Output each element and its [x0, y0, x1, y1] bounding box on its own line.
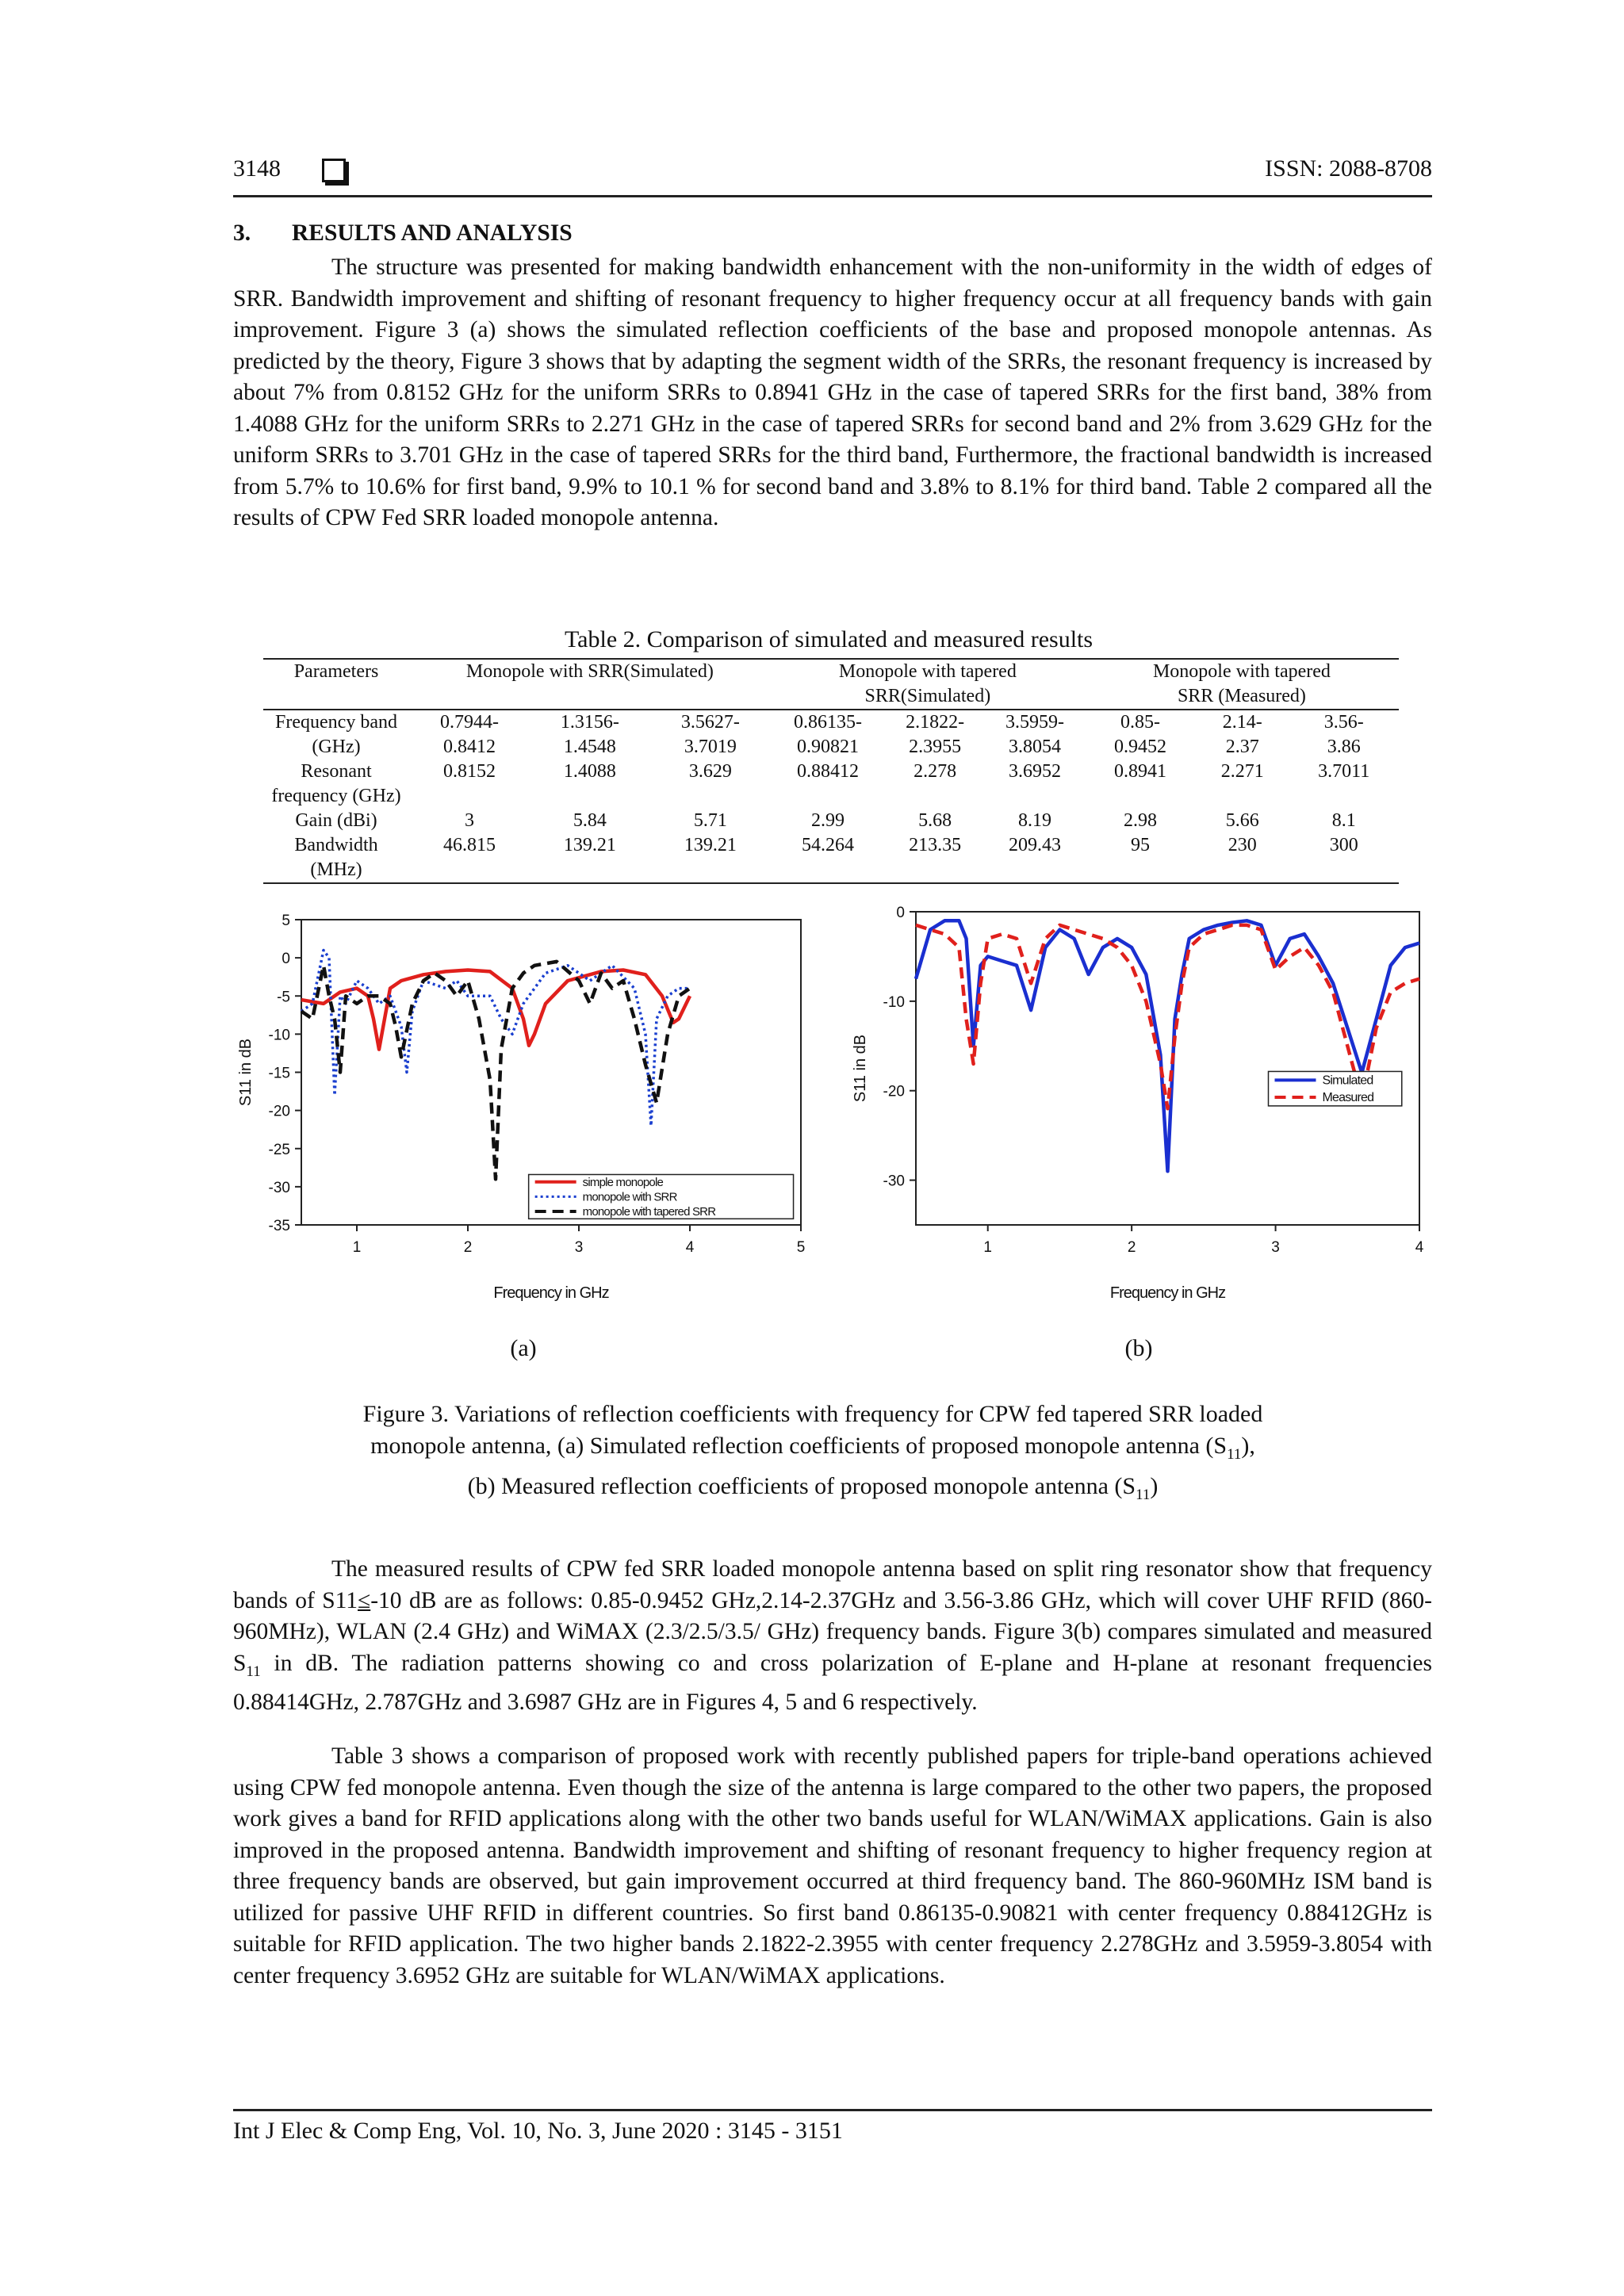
table-row [263, 710, 1399, 760]
section-number: 3. [233, 220, 251, 246]
table-cell: Gain (dBi) [295, 810, 377, 831]
y-tick-label: 5 [282, 913, 290, 929]
table-cell: 0.7944- 0.8412 [439, 712, 499, 757]
y-axis-label: S11 in dB [238, 1038, 255, 1107]
table-cell: Resonant frequency (GHz) [271, 761, 401, 806]
table-cell: 0.88412 [797, 761, 859, 782]
table-cell: 8.1 [1331, 810, 1356, 831]
y-tick-label: -10 [883, 993, 905, 1011]
x-tick-label: 1 [983, 1239, 993, 1256]
table-caption: Table 2. Comparison of simulated and measured results [564, 626, 1094, 652]
x-tick-label: 2 [1127, 1239, 1136, 1256]
table-cell: 2.278 [914, 761, 957, 782]
table-cell: 5.66 [1225, 810, 1259, 831]
x-axis-label: Frequency in GHz [493, 1284, 609, 1302]
y-tick-label: -30 [268, 1179, 290, 1196]
comparison-paragraph: Table 3 shows a comparison of proposed work with recently published papers for triple-band operations achieved using CPW fed monopole antenna. Even though the size of the antenna is large compared to the other two papers, the proposed work gives a band for RFID applications along with the other two bands useful for WLAN/WiMAX applications. Gain is also improved in the proposed antenna. Bandwidth improvement and shifting of resonant frequency to higher frequency region at three frequency bands are observed, but gain improvement occurred at third frequency band. The 860-960MHz ISM band is utilized for passive UHF RFID in different countries. So first band 0.86135-0.90821 with center frequency 0.88412GHz is suitable for RFID application. The two higher bands 2.1822-2.3955 with center frequency 2.278GHz and 3.5959-3.8054 with center frequency 3.6952 GHz are suitable for WLAN/WiMAX applications. [233, 1743, 1432, 1988]
y-tick-label: -35 [268, 1218, 290, 1234]
page-header [233, 155, 1432, 197]
x-tick-label: 3 [1271, 1239, 1280, 1256]
table-cell: 3.7011 [1318, 761, 1370, 782]
y-tick-label: -15 [268, 1065, 290, 1082]
table-cell: 230 [1196, 833, 1289, 883]
page-number: 3148 [233, 155, 281, 182]
table-cell: 5.84 [573, 810, 607, 831]
table-cell: 2.1822- 2.3955 [906, 712, 965, 757]
x-tick-label: 1 [352, 1239, 362, 1256]
table-row [263, 760, 1399, 809]
section-title: RESULTS AND ANALYSIS [292, 220, 573, 246]
table-cell: 1.3156- 1.4548 [560, 712, 619, 757]
table-cell: 139.21 [650, 833, 771, 883]
table-cell: 3.629 [688, 761, 732, 782]
table-cell: 0.8941 [1113, 761, 1166, 782]
chart-3b [841, 892, 1443, 1320]
legend-label-1: simple monopole [582, 1175, 664, 1189]
table-cell: 0.8152 [442, 761, 496, 782]
page-footer: Int J Elec & Comp Eng, Vol. 10, No. 3, June 2020 : 3145 - 3151 [233, 2109, 1432, 2145]
y-tick-label: -25 [268, 1141, 290, 1158]
x-tick-label: 4 [685, 1239, 695, 1256]
x-axis-label: Frequency in GHz [1109, 1284, 1226, 1302]
table-cell: 213.35 [885, 833, 985, 883]
x-tick-label: 5 [796, 1239, 806, 1256]
section-heading [233, 220, 573, 247]
table-cell: 5.68 [918, 810, 952, 831]
legend-label-1: Simulated [1322, 1073, 1373, 1088]
results-table [263, 658, 1399, 884]
legend-label-3: monopole with tapered SRR [582, 1204, 716, 1219]
y-tick-label: -20 [883, 1083, 905, 1100]
legend-label-2: Measured [1322, 1091, 1374, 1105]
table-cell: 8.19 [1017, 810, 1051, 831]
x-tick-label: 2 [463, 1239, 473, 1256]
y-tick-label: -5 [277, 989, 290, 1006]
table-cell: 3.5627- 3.7019 [680, 712, 740, 757]
x-tick-label: 3 [574, 1239, 584, 1256]
table-cell: 209.43 [985, 833, 1085, 883]
table-row [263, 809, 1399, 833]
y-tick-label: -10 [268, 1027, 290, 1044]
table-cell: 2.271 [1220, 761, 1264, 782]
table-header: Monopole with tapered SRR(Simulated) [771, 659, 1085, 710]
chart-3a [238, 892, 817, 1320]
table-header: Parameters [263, 659, 409, 710]
y-tick-label: 0 [282, 951, 290, 968]
table-cell: 1.4088 [563, 761, 616, 782]
table-cell: 46.815 [409, 833, 530, 883]
table-cell: 5.71 [693, 810, 727, 831]
y-axis-label: S11 in dB [852, 1034, 869, 1103]
figure-label-b: (b) [1124, 1335, 1153, 1361]
legend-label-2: monopole with SRR [582, 1190, 677, 1204]
table-cell: 54.264 [771, 833, 885, 883]
results-paragraph: The structure was presented for making bandwidth enhancement with the non-uniformity in the width of edges of SRR. Bandwidth improvement and shifting of resonant frequency to higher frequency occur at all frequency bands with gain improvement. Figure 3 (a) shows the simulated reflection coefficients of the base and proposed monopole antennas. As predicted by the theory, Figure 3 shows that by adapting the segment width of the SRRs, the resonant frequency is increased by about 7% from 0.8152 GHz for the uniform SRRs to 0.8941 GHz in the case of tapered SRRs for the first band, 38% from 1.4088 GHz for the uniform SRRs to 2.271 GHz in the case of tapered SRRs for second band and 2% from 3.629 GHz for the uniform SRRs to 3.701 GHz in the case of tapered SRRs for the third band, Furthermore, the fractional bandwidth is increased from 5.7% to 10.6% for first band, 9.9% to 10.1 % for second band and 3.8% to 8.1% for third band. Table 2 compared all the results of CPW Fed SRR loaded monopole antenna. [233, 254, 1432, 530]
table-cell: 3.5959- 3.8054 [1005, 712, 1064, 757]
issn: ISSN: 2088-8708 [1265, 155, 1432, 182]
table-cell: 0.85- 0.9452 [1113, 712, 1166, 757]
table-cell: 95 [1085, 833, 1196, 883]
measured-results-paragraph: The measured results of CPW fed SRR loaded monopole antenna based on split ring resonator show that frequency bands of S11≤-10 dB are as follows: 0.85-0.9452 GHz,2.14-2.37GHz and 3.56-3.86 GHz, which will cover UHF RFID (860-960MHz), WLAN (2.4 GHz) and WiMAX (2.3/2.5/3.5/ GHz) frequency bands. Figure 3(b) compares simulated and measured $S_{11}$ in dB. The radiation patterns showing co and cross polarization of E-plane and H-plane at resonant frequencies 0.88414GHz, 2.787GHz and 3.6987 GHz are in Figures 4, 5 and 6 respectively. [233, 1556, 1432, 1715]
figure-caption: Figure 3. Variations of reflection coefficients with frequency for CPW fed tapered SRR loaded monopole antenna, (a) Simulated reflection coefficients of proposed monopole antenna $(S_{11})$, (b) Measured reflection coefficients of proposed monopole antenna $(S_{11})$ [362, 1401, 1263, 1503]
table-cell: 3.56- 3.86 [1323, 712, 1364, 757]
table-cell: Frequency band (GHz) [275, 712, 397, 757]
table-header: Monopole with tapered SRR (Measured) [1085, 659, 1399, 710]
table-cell: 2.14- 2.37 [1222, 712, 1262, 757]
table-header: Monopole with SRR(Simulated) [409, 659, 771, 710]
figure-3a [238, 892, 817, 1320]
x-tick-label: 4 [1415, 1239, 1424, 1256]
table-cell: Bandwidth (MHz) [263, 833, 409, 883]
table-cell: 300 [1289, 833, 1399, 883]
table-cell: 3 [464, 810, 474, 831]
square-bullet-icon [322, 159, 346, 182]
figure-label-a: (a) [510, 1335, 537, 1361]
table-cell: 0.86135- 0.90821 [794, 712, 862, 757]
table-cell: 139.21 [530, 833, 650, 883]
table-row [263, 833, 1399, 883]
table-cell: 2.98 [1123, 810, 1157, 831]
y-tick-label: -30 [883, 1173, 905, 1190]
figure-3b [841, 892, 1443, 1320]
y-tick-label: 0 [896, 905, 905, 921]
table-cell: 3.6952 [1008, 761, 1061, 782]
table-cell: 2.99 [811, 810, 845, 831]
y-tick-label: -20 [268, 1103, 290, 1120]
